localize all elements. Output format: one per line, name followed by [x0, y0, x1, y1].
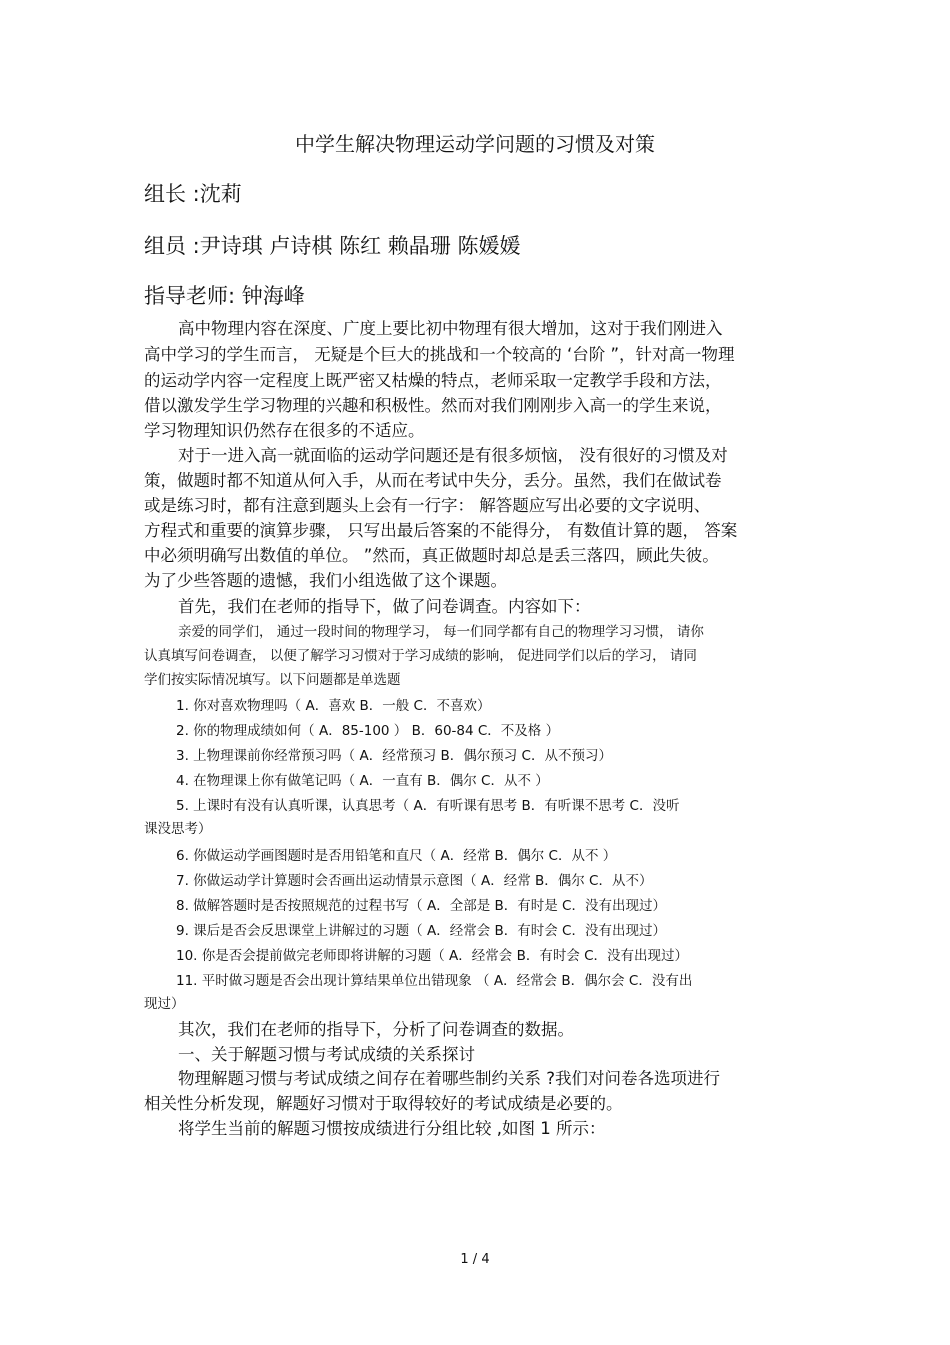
members-line: 组员 :尹诗琪 卢诗棋 陈红 赖晶珊 陈媛媛	[144, 234, 521, 258]
survey-question: 2. 你的物理成绩如何（ A．85-100 ） B．60-84 C．不及格 ）	[176, 723, 560, 739]
paragraph-line: 相关性分析发现，解题好习惯对于取得较好的考试成绩是必要的。	[144, 1094, 623, 1113]
paragraph-line: 或是练习时，都有注意到题头上会有一行字： 解答题应写出必要的文字说明、	[144, 496, 711, 515]
advisor-line: 指导老师: 钟海峰	[144, 284, 305, 308]
survey-question: 10. 你是否会提前做完老师即将讲解的习题（ A．经常会 B．有时会 C．没有出现过）	[176, 948, 689, 964]
paragraph-line: 对于一进入高一就面临的运动学问题还是有很多烦恼， 没有很好的习惯及对	[178, 446, 728, 465]
survey-question: 9. 课后是否会反思课堂上讲解过的习题（ A．经常会 B．有时会 C．没有出现过）	[176, 923, 666, 939]
paragraph-line: 高中物理内容在深度、广度上要比初中物理有很大增加，这对于我们刚进入	[178, 319, 723, 338]
survey-question: 3. 上物理课前你经常预习吗（ A．经常预习 B．偶尔预习 C．从不预习）	[176, 748, 612, 764]
leader-line: 组长 :沈莉	[144, 182, 242, 206]
survey-question: 6. 你做运动学画图题时是否用铅笔和直尺（ A．经常 B．偶尔 C．从不 ）	[176, 848, 617, 864]
paragraph-line: 策，做题时都不知道从何入手，从而在考试中失分，丢分。虽然，我们在做试卷	[144, 471, 722, 490]
paragraph-line: 方程式和重要的演算步骤， 只写出最后答案的不能得分， 有数值计算的题， 答案	[144, 521, 738, 540]
paragraph-line: 学习物理知识仍然存在很多的不适应。	[144, 421, 425, 440]
paragraph-line: 首先，我们在老师的指导下，做了问卷调查。内容如下：	[178, 597, 591, 616]
survey-question: 5. 上课时有没有认真听课，认真思考（ A．有听课有思考 B．有听课不思考 C．没听	[176, 798, 680, 814]
paragraph-line: 其次，我们在老师的指导下，分析了问卷调查的数据。	[178, 1020, 574, 1039]
document-title: 中学生解决物理运动学问题的习惯及对策	[295, 132, 655, 156]
paragraph-line: 物理解题习惯与考试成绩之间存在着哪些制约关系 ?我们对问卷各选项进行	[178, 1069, 721, 1088]
survey-question: 1. 你对喜欢物理吗（ A．喜欢 B．一般 C．不喜欢）	[176, 698, 491, 714]
survey-question: 课没思考）	[144, 821, 212, 837]
survey-question: 现过）	[144, 996, 185, 1012]
paragraph-line: 将学生当前的解题习惯按成绩进行分组比较 ,如图 1 所示：	[178, 1119, 606, 1138]
survey-question: 11. 平时做习题是否会出现计算结果单位出错现象 （ A．经常会 B．偶尔会 C．没有出	[176, 973, 693, 989]
paragraph-line: 高中学习的学生而言， 无疑是个巨大的挑战和一个较高的 ‘台阶 ”，针对高一物理	[144, 345, 735, 364]
survey-question: 8. 做解答题时是否按照规范的过程书写（ A．全部是 B．有时是 C．没有出现过）	[176, 898, 666, 914]
paragraph-line: 中必须明确写出数值的单位。 ”然而，真正做题时却总是丢三落四，顾此失彼。	[144, 546, 719, 565]
page-number: 1 / 4	[460, 1252, 490, 1267]
survey-intro-line: 亲爱的同学们， 通过一段时间的物理学习， 每一们同学都有自己的物理学习习惯， 请你	[178, 624, 704, 640]
paragraph-line: 的运动学内容一定程度上既严密又枯燥的特点，老师采取一定教学手段和方法，	[144, 371, 722, 390]
survey-intro-line: 学们按实际情况填写。以下问题都是单选题	[144, 672, 401, 688]
survey-question: 7. 你做运动学计算题时会否画出运动情景示意图（ A．经常 B．偶尔 C．从不）	[176, 873, 653, 889]
section-heading: 一、关于解题习惯与考试成绩的关系探讨	[178, 1045, 475, 1064]
paragraph-line: 借以激发学生学习物理的兴趣和积极性。然而对我们刚刚步入高一的学生来说，	[144, 396, 722, 415]
survey-question: 4. 在物理课上你有做笔记吗（ A．一直有 B．偶尔 C．从不 ）	[176, 773, 549, 789]
paragraph-line: 为了少些答题的遗憾，我们小组选做了这个课题。	[144, 571, 507, 590]
survey-intro-line: 认真填写问卷调查， 以便了解学习习惯对于学习成绩的影响， 促进同学们以后的学习， 请同	[144, 648, 697, 664]
